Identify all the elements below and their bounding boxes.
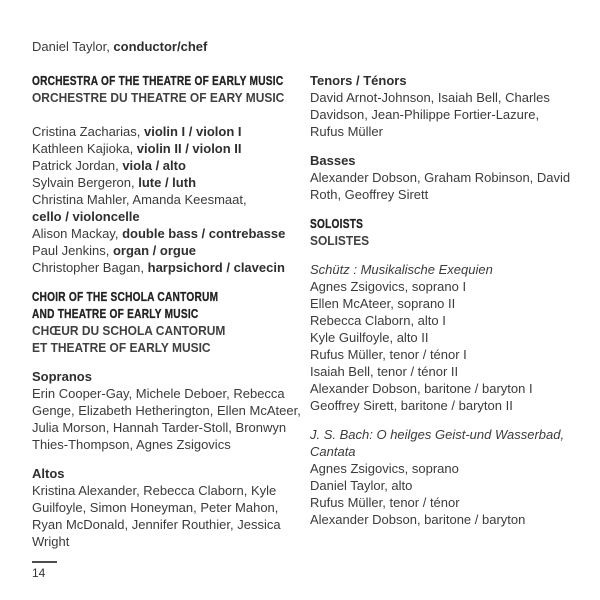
member-instrument: lute / luth: [138, 175, 197, 190]
choir-heading: [32, 288, 310, 356]
soloists-heading-en: SOLOISTS: [310, 216, 364, 231]
choir-heading-fr-line2: ET THEATRE OF EARLY MUSIC: [32, 340, 211, 355]
performer-line: Ellen McAteer, soprano II: [310, 296, 456, 311]
orchestra-members-list: [32, 123, 310, 276]
member-instrument: cello / violoncelle: [32, 209, 140, 224]
performer-line: Rufus Müller, tenor / ténor I: [310, 347, 467, 362]
choir-heading-fr-line1: CHŒUR DU SCHOLA CANTORUM: [32, 323, 226, 338]
performer-line: Isaiah Bell, tenor / ténor II: [310, 364, 459, 379]
altos-section: [32, 465, 310, 550]
work-title: J. S. Bach: O heilges Geist-und Wasserbad, Cantata: [310, 427, 565, 459]
member-instrument: harpsichord / clavecin: [147, 260, 285, 275]
conductor-name: Daniel Taylor,: [32, 39, 114, 54]
orchestra-member: [32, 174, 310, 191]
tenors-names: David Arnot-Johnson, Isaiah Bell, Charles Davidson, Jean-Philippe Fortier-Lazure, Rufus Müller: [310, 90, 550, 139]
member-names: Alison Mackay,: [32, 226, 123, 241]
orchestra-member: [32, 140, 310, 157]
conductor-role: conductor/chef: [113, 39, 208, 54]
two-column-layout: [32, 72, 572, 550]
work-title: Schütz : Musikalische Exequien: [310, 262, 493, 277]
orchestra-member: [32, 242, 310, 259]
member-names: Kathleen Kajioka,: [32, 141, 137, 156]
performer-line: Daniel Taylor, alto: [310, 478, 413, 493]
member-names: Cristina Zacharias,: [32, 124, 144, 139]
member-instrument: violin II / violon II: [136, 141, 242, 156]
choir-heading-en-line2: AND THEATRE OF EARLY MUSIC: [32, 306, 199, 321]
member-names: Paul Jenkins,: [32, 243, 113, 258]
performer-line: Alexander Dobson, baritone / baryton: [310, 512, 526, 527]
performer-line: Geoffrey Sirett, baritone / baryton II: [310, 398, 513, 413]
member-instrument: double bass / contrebasse: [122, 226, 286, 241]
page-content: [32, 38, 572, 550]
member-names: Christopher Bagan,: [32, 260, 148, 275]
sopranos-names: Erin Cooper-Gay, Michele Deboer, Rebecca Genge, Elizabeth Hetherington, Ellen McAteer, Julia Morson, Hannah Tarder-Stoll, Bronwyn Thies-Thompson, Agnes Zsigovics: [32, 386, 301, 452]
orchestra-member: [32, 123, 310, 140]
orchestra-member: [32, 259, 310, 276]
orchestra-heading-fr: ORCHESTRE DU THEATRE OF EARY MUSIC: [32, 90, 285, 105]
member-names: Sylvain Bergeron,: [32, 175, 139, 190]
orchestra-member: [32, 157, 310, 174]
member-instrument: violin I / violon I: [143, 124, 242, 139]
conductor-credit: [32, 38, 572, 55]
tenors-section: [310, 72, 572, 140]
altos-label: Altos: [32, 466, 65, 481]
orchestra-heading-en: ORCHESTRA OF THE THEATRE OF EARLY MUSIC: [32, 73, 284, 88]
right-column: [310, 72, 572, 550]
member-names: Patrick Jordan,: [32, 158, 123, 173]
soloists-heading: [310, 215, 572, 249]
basses-label: Basses: [310, 153, 356, 168]
choir-heading-en-line1: CHOIR OF THE SCHOLA CANTORUM: [32, 289, 219, 304]
altos-names: Kristina Alexander, Rebecca Claborn, Kyle Guilfoyle, Simon Honeyman, Peter Mahon, Ryan McDonald, Jennifer Routhier, Jessica Wright: [32, 483, 281, 549]
basses-names: Alexander Dobson, Graham Robinson, David Roth, Geoffrey Sirett: [310, 170, 571, 202]
orchestra-heading: [32, 72, 310, 106]
left-column: [32, 72, 310, 550]
sopranos-label: Sopranos: [32, 369, 92, 384]
member-instrument: viola / alto: [122, 158, 186, 173]
orchestra-member: [32, 225, 310, 242]
basses-section: [310, 152, 572, 203]
orchestra-member: [32, 191, 310, 225]
performer-line: Kyle Guilfoyle, alto II: [310, 330, 429, 345]
performer-line: Rebecca Claborn, alto I: [310, 313, 446, 328]
performer-line: Agnes Zsigovics, soprano: [310, 461, 459, 476]
member-instrument: organ / orgue: [112, 243, 196, 258]
tenors-label: Tenors / Ténors: [310, 73, 407, 88]
footer-rule: [32, 561, 57, 563]
performer-line: Alexander Dobson, baritone / baryton I: [310, 381, 533, 396]
work-bach: [310, 426, 572, 528]
performer-line: Agnes Zsigovics, soprano I: [310, 279, 467, 294]
work-schutz: [310, 261, 572, 414]
performer-line: Rufus Müller, tenor / ténor: [310, 495, 460, 510]
member-names: Christina Mahler, Amanda Keesmaat,: [32, 192, 247, 207]
soloists-heading-fr: SOLISTES: [310, 233, 370, 248]
page-number: 14: [32, 566, 46, 580]
page-footer: [32, 561, 57, 581]
sopranos-section: [32, 368, 310, 453]
